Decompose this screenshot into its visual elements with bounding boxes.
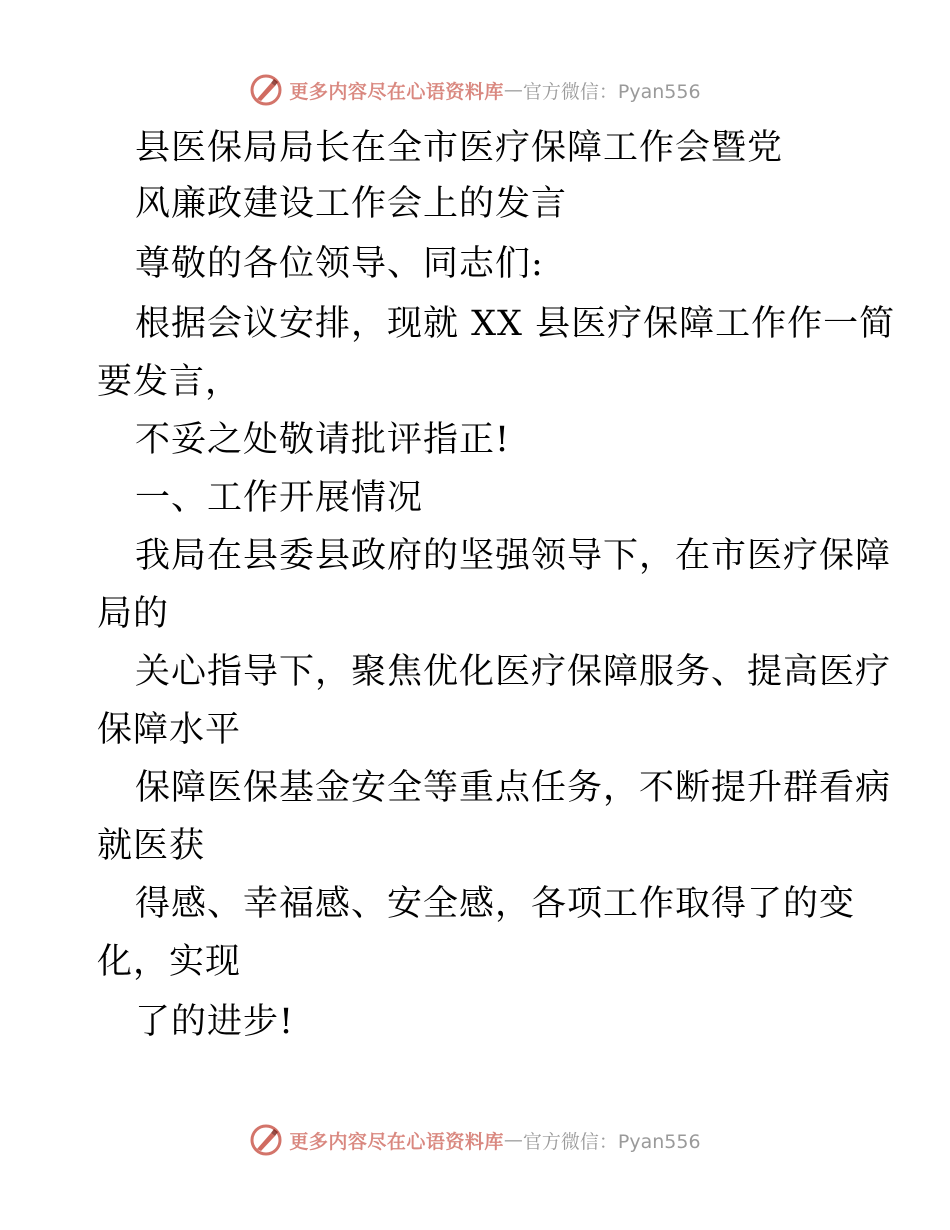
watermark-main-text: 更多内容尽在心语资料库: [289, 1130, 504, 1153]
paragraph-line: 局的: [97, 594, 170, 634]
pen-logo-icon: [249, 73, 283, 107]
paragraph-line: 根据会议安排，现就 XX 县医疗保障工作作一简: [135, 304, 896, 344]
title-line-1: 县医保局局长在全市医疗保障工作会暨党: [135, 128, 784, 168]
salutation: 尊敬的各位领导、同志们:: [135, 244, 544, 284]
watermark-separator: —: [503, 79, 523, 101]
watermark-wechat-text: 官方微信：Pyan556: [522, 1130, 701, 1153]
pen-logo-icon: [249, 1123, 283, 1157]
paragraph-line: 化，实现: [97, 942, 242, 982]
watermark-wechat-text: 官方微信：Pyan556: [522, 80, 701, 103]
watermark-main-text: 更多内容尽在心语资料库: [289, 80, 504, 103]
paragraph-line: 要发言，: [97, 362, 242, 402]
paragraph-line: 不妥之处敬请批评指正!: [135, 420, 511, 460]
paragraph-line: 关心指导下，聚焦优化医疗保障服务、提高医疗: [135, 652, 892, 692]
paragraph-line: 保障医保基金安全等重点任务，不断提升群看病: [135, 768, 892, 808]
section-heading: 一、工作开展情况: [135, 478, 424, 518]
paragraph-line: 我局在县委县政府的坚强领导下，在市医疗保障: [135, 536, 892, 576]
footer-watermark: [0, 1120, 950, 1160]
paragraph-line: 得感、幸福感、安全感，各项工作取得了的变: [135, 884, 856, 924]
title-line-2: 风廉政建设工作会上的发言: [135, 184, 568, 224]
header-watermark: [0, 70, 950, 110]
paragraph-line: 保障水平: [97, 710, 242, 750]
paragraph-line: 了的进步!: [135, 1002, 295, 1042]
watermark-separator: —: [503, 1129, 523, 1151]
paragraph-line: 就医获: [97, 826, 206, 866]
